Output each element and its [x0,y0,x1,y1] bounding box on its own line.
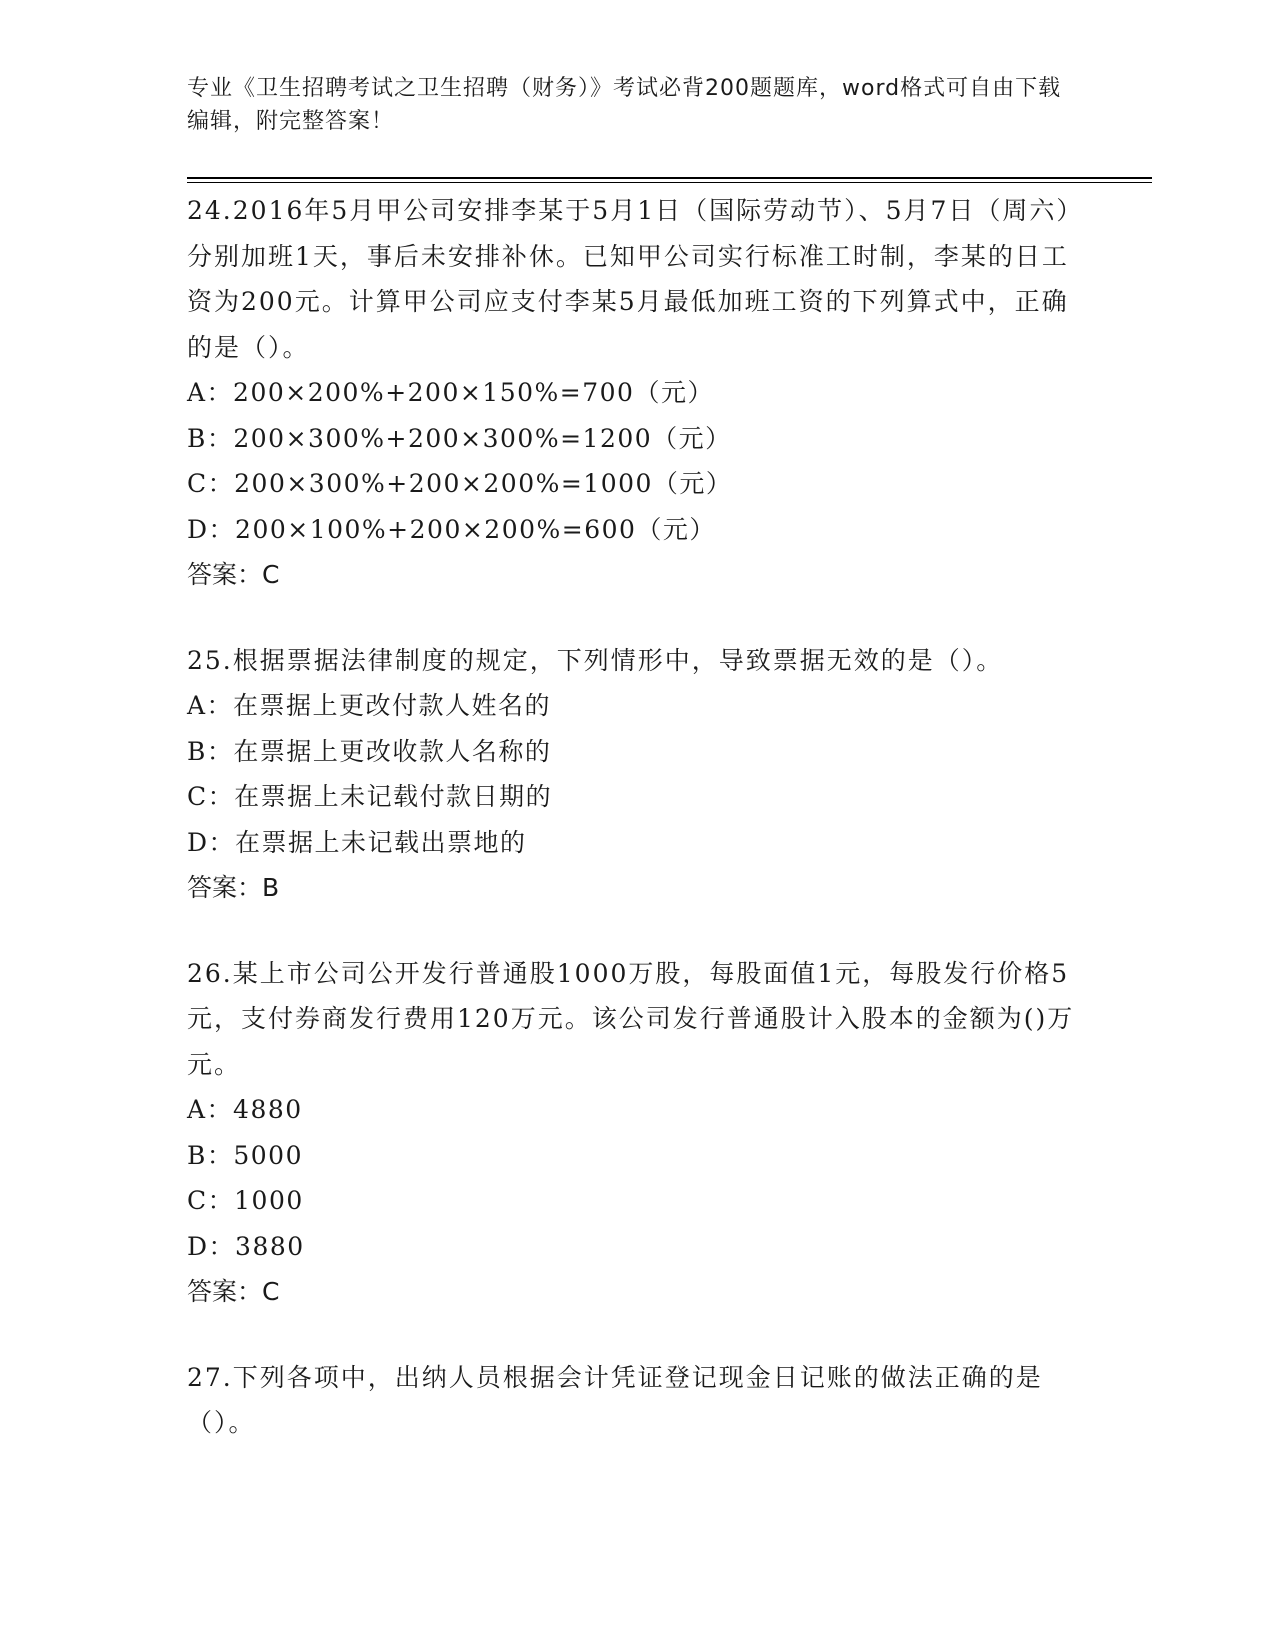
answer-line: 答案：B [187,873,280,902]
header-rule-thin [187,182,1152,183]
header-rule-thick [187,177,1152,179]
question-25 [187,638,1087,911]
option-b: B：5000 [187,1140,303,1170]
option-b: B：在票据上更改收款人名称的 [187,736,552,766]
question-stem: 25.根据票据法律制度的规定，下列情形中，导致票据无效的是（）。 [187,645,1004,675]
question-stem: 24.2016年5月甲公司安排李某于5月1日（国际劳动节）、5月7日（周六）分别加班1天，事后未安排补休。已知甲公司实行标准工时制，李某的日工资为200元。计算甲公司应支付李某5月最低加班工资的下列算式中，正确的是（）。 [187,196,1084,362]
question-stem: 26.某上市公司公开发行普通股1000万股，每股面值1元，每股发行价格5元，支付券商发行费用120万元。该公司发行普通股计入股本的金额为()万元。 [187,958,1075,1079]
option-d: D：200×100%+200×200%=600（元） [187,514,716,544]
option-d: D：在票据上未记载出票地的 [187,827,527,857]
question-26 [187,951,1087,1315]
question-list [187,188,1087,1486]
question-27 [187,1355,1087,1446]
option-c: C：200×300%+200×200%=1000（元） [187,469,733,498]
option-a: A：在票据上更改付款人姓名的 [187,691,552,720]
question-24 [187,188,1087,598]
answer-line: 答案：C [187,1277,280,1306]
option-c: C：在票据上未记载付款日期的 [187,782,553,811]
answer-line: 答案：C [187,560,280,589]
option-c: C：1000 [187,1186,304,1215]
question-stem: 27.下列各项中，出纳人员根据会计凭证登记现金日记账的做法正确的是（）。 [187,1362,1043,1437]
option-a: A：4880 [187,1095,303,1124]
document-header: 专业《卫生招聘考试之卫生招聘（财务）》考试必背200题题库，word格式可自由下载编辑，附完整答案！ [187,76,1062,134]
option-a: A：200×200%+200×150%=700（元） [187,378,714,407]
option-b: B：200×300%+200×300%=1200（元） [187,423,732,453]
option-d: D：3880 [187,1231,305,1261]
